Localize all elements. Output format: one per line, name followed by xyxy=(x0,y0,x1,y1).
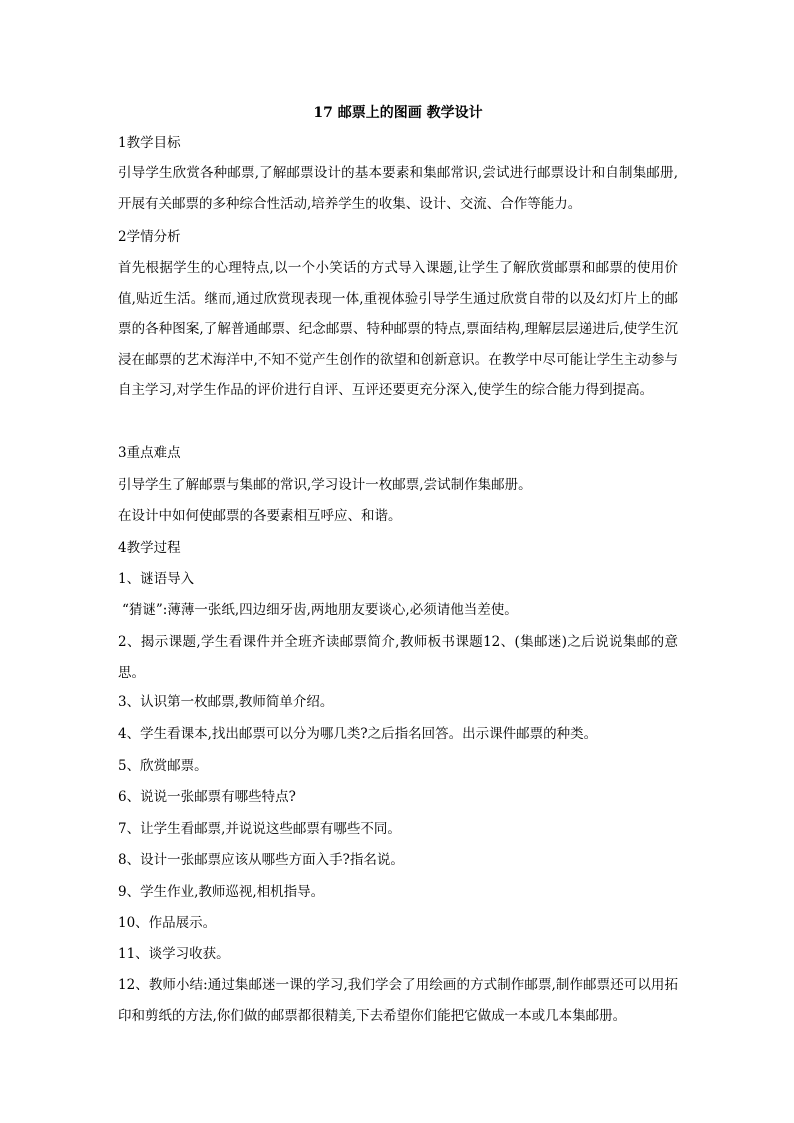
heading-process: 4教学过程 xyxy=(118,540,181,556)
process-step: 9、学生作业,教师巡视,相机指导。 xyxy=(118,884,325,900)
document-page xyxy=(118,0,678,1123)
heading-key-points: 3重点难点 xyxy=(118,445,181,461)
process-step: 6、说说一张邮票有哪些特点? xyxy=(118,789,296,805)
heading-analysis: 2学情分析 xyxy=(118,229,181,245)
key-points-line-1: 引导学生了解邮票与集邮的常识,学习设计一枚邮票,尝试制作集邮册。 xyxy=(118,477,532,493)
process-step: 2、揭示课题,学生看课件并全班齐读邮票简介,教师板书课题12、(集邮迷)之后说说集邮的意思。 xyxy=(118,634,678,681)
process-step: 10、作品展示。 xyxy=(118,915,217,931)
process-step: 3、认识第一枚邮票,教师简单介绍。 xyxy=(118,694,334,710)
objectives-text: 引导学生欣赏各种邮票,了解邮票设计的基本要素和集邮常识,尝试进行邮票设计和自制集邮册,开展有关邮票的多种综合性活动,培养学生的收集、设计、交流、合作等能力。 xyxy=(118,165,678,212)
document-title: 17 邮票上的图画 教学设计 xyxy=(313,105,483,121)
process-step: 4、学生看课本,找出邮票可以分为哪几类?之后指名回答。出示课件邮票的种类。 xyxy=(118,726,598,742)
process-step: 1、谜语导入 xyxy=(118,571,195,587)
key-points-line-2: 在设计中如何使邮票的各要素相互呼应、和谐。 xyxy=(118,508,402,524)
process-step: 11、谈学习收获。 xyxy=(118,946,230,962)
process-step: 8、设计一张邮票应该从哪些方面入手?指名说。 xyxy=(118,852,404,868)
analysis-text: 首先根据学生的心理特点,以一个小笑话的方式导入课题,让学生了解欣赏邮票和邮票的使用价值,贴近生活。继而,通过欣赏现表现一体,重视体验引导学生通过欣赏自带的以及幻灯片上的邮票的各种图案,了解普通邮票、纪念邮票、特种邮票的特点,票面结构,理解层层递进后,使学生沉浸在邮票的艺术海洋中,不知不觉产生创作的欲望和创新意识。在教学中尽可能让学生主动参与自主学习,对学生作品的评价进行自评、互评还要更充分深入,使学生的综合能力得到提高。 xyxy=(118,260,678,398)
heading-objectives: 1教学目标 xyxy=(118,135,181,151)
process-step: 7、让学生看邮票,并说说这些邮票有哪些不同。 xyxy=(118,821,401,837)
process-step: 12、教师小结:通过集邮迷一课的学习,我们学会了用绘画的方式制作邮票,制作邮票还可以用拓印和剪纸的方法,你们做的邮票都很精美,下去希望你们能把它做成一本或几本集邮册。 xyxy=(118,977,678,1024)
process-step: “猜谜”:薄薄一张纸,四边细牙齿,两地朋友要谈心,必须请他当差使。 xyxy=(122,602,518,618)
process-step: 5、欣赏邮票。 xyxy=(118,758,208,774)
